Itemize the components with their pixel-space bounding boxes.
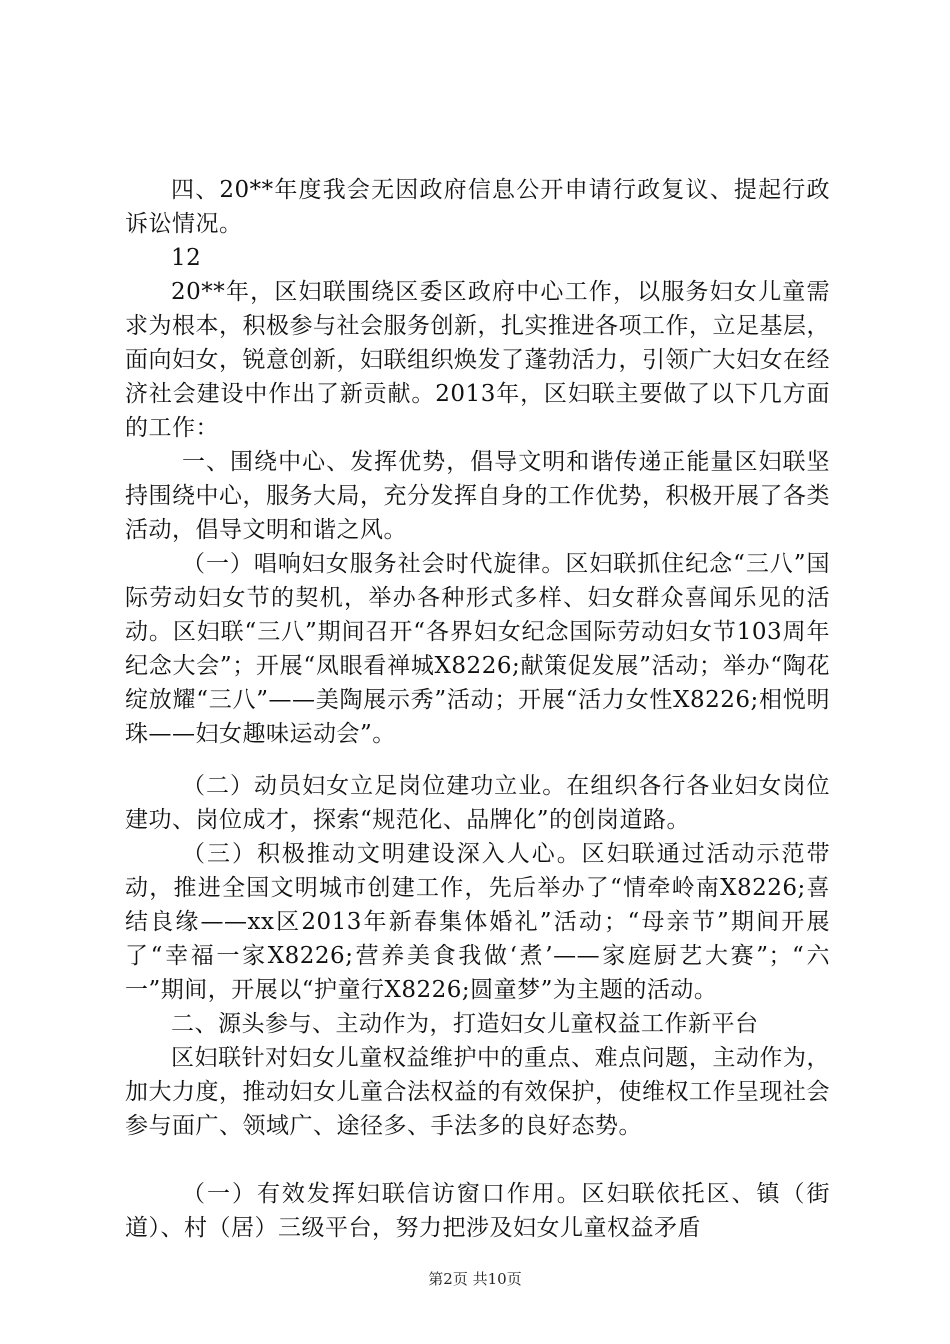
paragraph-item-2-1: （一）有效发挥妇联信访窗口作用。区妇联依托区、镇（街道）、村（居）三级平台，努力把涉及妇女儿童权益矛盾 bbox=[125, 1181, 830, 1241]
paragraph-intro: 20**年，区妇联围绕区委区政府中心工作，以服务妇女儿童需求为根本，积极参与社会服务创新，扎实推进各项工作，立足基层，面向妇女，锐意创新，妇联组织焕发了蓬勃活力，引领广大妇女在经济社会建设中作出了新贡献。2013年，区妇联主要做了以下几方面的工作： bbox=[125, 279, 830, 441]
page-footer: 第2页 共10页 bbox=[428, 1270, 522, 1288]
paragraph-item-1-2: （二）动员妇女立足岗位建功立业。在组织各行各业妇女岗位建功、岗位成才，探索“规范化、品牌化”的创岗道路。 bbox=[125, 773, 830, 833]
paragraph-heading-one: 一、围绕中心、发挥优势，倡导文明和谐传递正能量区妇联坚持围绕中心，服务大局，充分发挥自身的工作优势，积极开展了各类活动，倡导文明和谐之风。 bbox=[125, 449, 830, 543]
paragraph-number: 12 bbox=[171, 245, 202, 271]
paragraph-rights-intro: 区妇联针对妇女儿童权益维护中的重点、难点问题，主动作为，加大力度，推动妇女儿童合法权益的有效保护，使维权工作呈现社会参与面广、领域广、途径多、手法多的良好态势。 bbox=[125, 1045, 830, 1139]
paragraph-section-four: 四、20**年度我会无因政府信息公开申请行政复议、提起行政诉讼情况。 bbox=[125, 177, 830, 237]
paragraph-heading-two: 二、源头参与、主动作为，打造妇女儿童权益工作新平台 bbox=[171, 1011, 759, 1037]
paragraph-item-1-1: （一）唱响妇女服务社会时代旋律。区妇联抓住纪念“三八”国际劳动妇女节的契机，举办各种形式多样、妇女群众喜闻乐见的活动。区妇联“三八”期间召开“各界妇女纪念国际劳动妇女节103周年纪念大会”；开展“凤眼看禅城X8226;献策促发展”活动；举办“陶花绽放耀“三八”——美陶展示秀”活动；开展“活力女性X8226;相悦明珠——妇女趣味运动会”。 bbox=[125, 551, 830, 747]
paragraph-item-1-3: （三）积极推动文明建设深入人心。区妇联通过活动示范带动，推进全国文明城市创建工作，先后举办了“情牵岭南X8226;喜结良缘——xx区2013年新春集体婚礼”活动；“母亲节”期间开展了“幸福一家X8226;营养美食我做‘煮’——家庭厨艺大赛”；“六一”期间，开展以“护童行X8226;圆童梦”为主题的活动。 bbox=[125, 841, 830, 1003]
document-body bbox=[125, 173, 830, 1245]
